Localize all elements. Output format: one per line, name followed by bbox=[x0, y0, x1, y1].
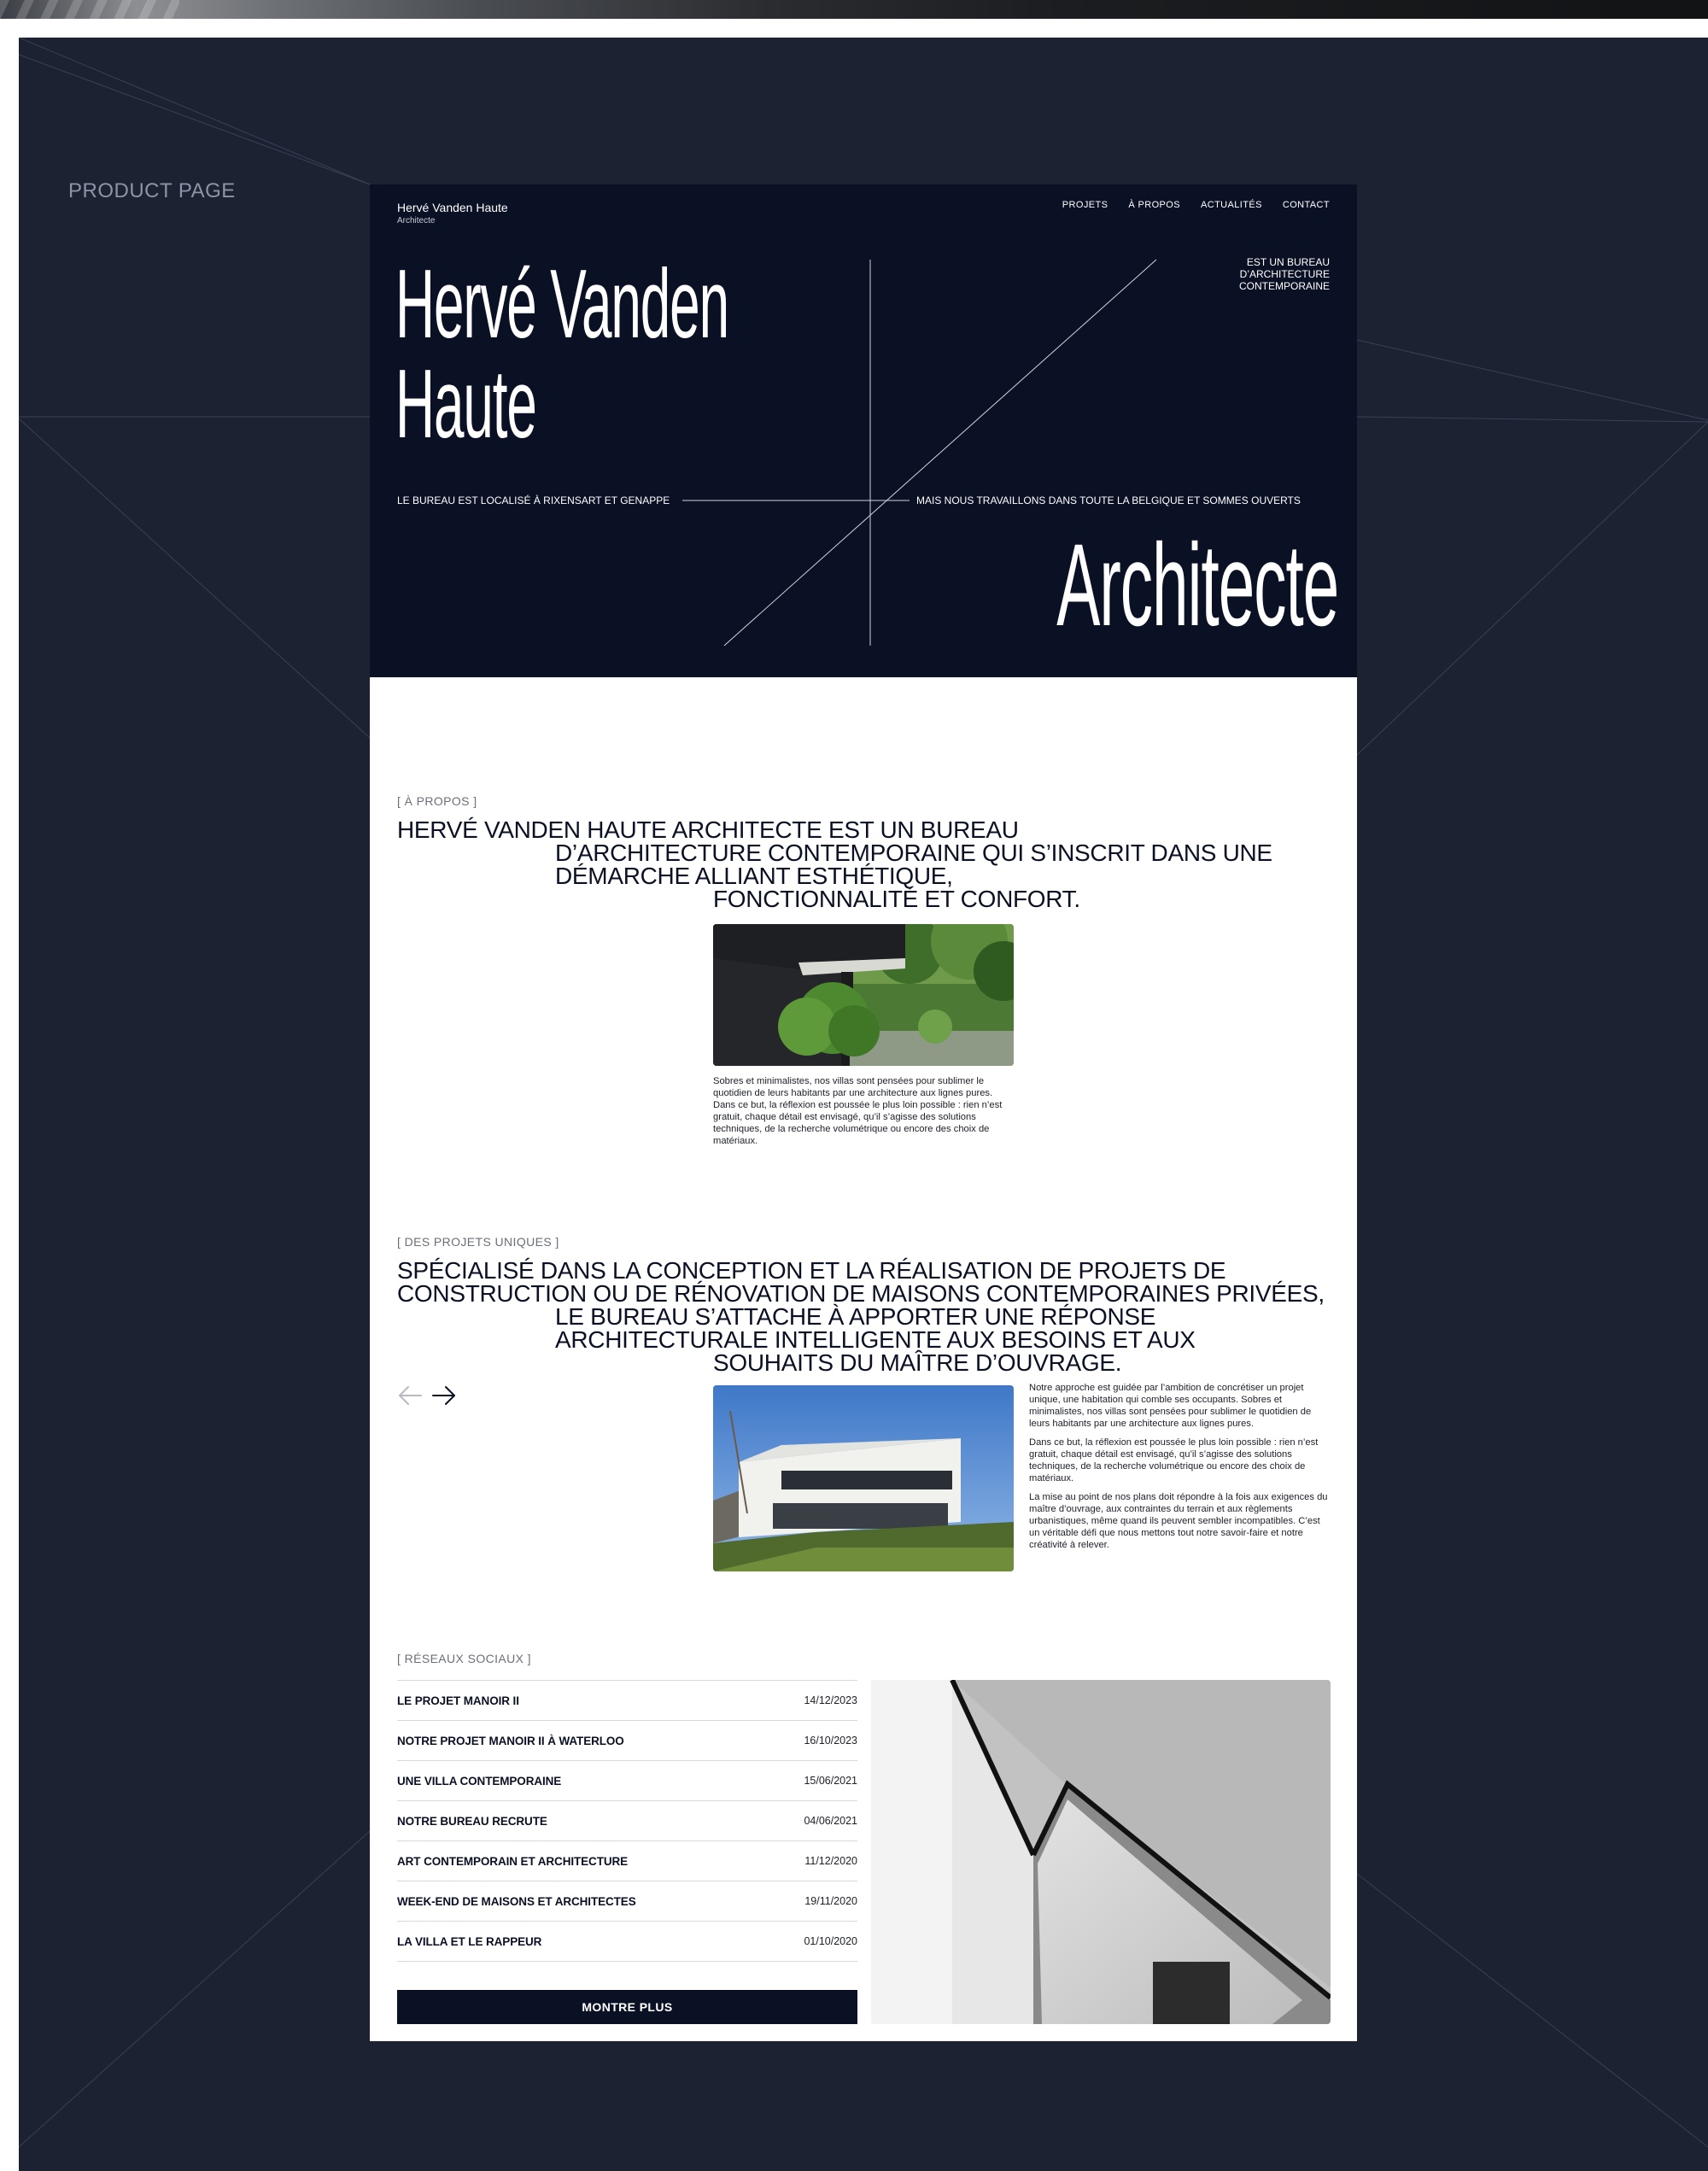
projects-paragraph: Notre approche est guidée par l’ambition de concrétiser un projet unique, une habitation qui comble ses occupants. Sobres et minimalistes, nos villas sont pensées pour sublimer le quotidien de leurs habitants par une architecture aux lignes pures. bbox=[1029, 1383, 1312, 1429]
top-photo-strip bbox=[0, 0, 1708, 19]
news-date: 01/10/2020 bbox=[804, 1935, 857, 1947]
brand[interactable] bbox=[397, 201, 508, 225]
presentation-canvas bbox=[19, 38, 1708, 2171]
hero-title-line-2: Haute bbox=[395, 350, 536, 459]
about-house-photo bbox=[713, 924, 1014, 1066]
projects-headline-line: CONSTRUCTION OU DE RÉNOVATION DE MAISONS CONTEMPORAINES PRIVÉES, bbox=[397, 1280, 1325, 1307]
news-date: 19/11/2020 bbox=[804, 1895, 857, 1907]
news-title: NOTRE PROJET MANOIR II À WATERLOO bbox=[397, 1734, 624, 1747]
hero-architecte-word: Architecte bbox=[1056, 520, 1338, 651]
about-headline-line: DÉMARCHE ALLIANT ESTHÉTIQUE, bbox=[555, 863, 953, 889]
brand-name: Hervé Vanden Haute bbox=[397, 201, 508, 214]
projects-headline-line: SPÉCIALISÉ DANS LA CONCEPTION ET LA RÉALISATION DE PROJETS DE bbox=[397, 1257, 1226, 1284]
news-list bbox=[397, 1680, 857, 1962]
hero-section bbox=[370, 184, 1357, 677]
arrow-left-icon[interactable] bbox=[397, 1385, 423, 1406]
hero-location-caption: LE BUREAU EST LOCALISÉ À RIXENSART ET GENAPPE bbox=[397, 494, 670, 506]
social-architecture-photo bbox=[871, 1680, 1331, 2024]
news-item[interactable] bbox=[397, 1721, 857, 1761]
news-date: 14/12/2023 bbox=[804, 1694, 857, 1706]
nav-projets[interactable]: PROJETS bbox=[1062, 200, 1108, 210]
arrow-right-icon[interactable] bbox=[431, 1385, 457, 1406]
about-headline-line: FONCTIONNALITÉ ET CONFORT. bbox=[713, 886, 1080, 912]
social-section-label: [ RÉSEAUX SOCIAUX ] bbox=[397, 1652, 531, 1665]
hero-title bbox=[395, 250, 728, 459]
projects-headline bbox=[397, 1259, 1325, 1374]
projects-paragraph: La mise au point de nos plans doit répondre à la fois aux exigences du maître d’ouvrage, aux contraintes du terrain et aux règlements urbanistiques, même quand ils peuvent sembler incompatibles. C’est un véritable défi que nous mettons tout notre savoir-faire et notre créativité à relever. bbox=[1029, 1492, 1328, 1550]
about-headline-line: D’ARCHITECTURE CONTEMPORAINE QUI S’INSCRIT DANS UNE bbox=[555, 840, 1272, 866]
news-item[interactable] bbox=[397, 1881, 857, 1922]
news-date: 11/12/2020 bbox=[804, 1855, 857, 1867]
nav-actualites[interactable]: ACTUALITÉS bbox=[1200, 200, 1262, 210]
projects-paragraph: Dans ce but, la réflexion est poussée le plus loin possible : rien n’est gratuit, chaque détail est envisagé, qu’il s’agisse des solutions techniques, de la recherche volumétrique ou encore des choix de matériaux. bbox=[1029, 1437, 1319, 1483]
canvas-label: PRODUCT PAGE bbox=[68, 179, 236, 202]
news-item[interactable] bbox=[397, 1841, 857, 1881]
nav-contact[interactable]: CONTACT bbox=[1282, 200, 1330, 210]
projects-body-text bbox=[1029, 1382, 1330, 1558]
news-item[interactable] bbox=[397, 1761, 857, 1801]
news-date: 15/06/2021 bbox=[804, 1775, 857, 1787]
news-title: NOTRE BUREAU RECRUTE bbox=[397, 1814, 547, 1828]
news-item[interactable] bbox=[397, 1801, 857, 1841]
news-title: ART CONTEMPORAIN ET ARCHITECTURE bbox=[397, 1854, 629, 1868]
hero-tagline: EST UN BUREAU D’ARCHITECTURE CONTEMPORAINE bbox=[1238, 256, 1330, 292]
main-nav bbox=[1062, 200, 1330, 210]
news-title: LE PROJET MANOIR II bbox=[397, 1694, 519, 1707]
project-villa-photo bbox=[713, 1385, 1014, 1571]
news-title: WEEK-END DE MAISONS ET ARCHITECTES bbox=[397, 1894, 636, 1908]
projects-section-label: [ DES PROJETS UNIQUES ] bbox=[397, 1235, 559, 1249]
about-section-label: [ À PROPOS ] bbox=[397, 794, 477, 808]
news-title: LA VILLA ET LE RAPPEUR bbox=[397, 1934, 542, 1948]
news-title: UNE VILLA CONTEMPORAINE bbox=[397, 1774, 562, 1788]
news-item[interactable] bbox=[397, 1681, 857, 1721]
nav-a-propos[interactable]: À PROPOS bbox=[1128, 200, 1180, 210]
news-date: 04/06/2021 bbox=[804, 1815, 857, 1827]
projects-headline-line: LE BUREAU S’ATTACHE À APPORTER UNE RÉPONSE bbox=[555, 1303, 1156, 1330]
news-item[interactable] bbox=[397, 1922, 857, 1962]
hero-title-line-1: Hervé Vanden bbox=[395, 250, 728, 359]
projects-headline-line: SOUHAITS DU MAÎTRE D’OUVRAGE. bbox=[713, 1349, 1122, 1376]
about-body-text: Sobres et minimalistes, nos villas sont pensées pour sublimer le quotidien de leurs habitants par une architecture aux lignes pures. Dans ce but, la réflexion est poussée le plus loin possible : rien n’est gratuit, chaque détail est envisagé, qu’il s’agisse des solutions techniques, de la recherche volumétrique ou encore des choix de matériaux. bbox=[713, 1076, 1003, 1146]
hero-coverage-caption: MAIS NOUS TRAVAILLONS DANS TOUTE LA BELGIQUE ET SOMMES OUVERTS bbox=[916, 494, 1301, 506]
product-page bbox=[370, 184, 1357, 2041]
about-headline bbox=[397, 818, 1272, 910]
about-headline-line: HERVÉ VANDEN HAUTE ARCHITECTE EST UN BUREAU bbox=[397, 816, 1019, 843]
projects-headline-line: ARCHITECTURALE INTELLIGENTE AUX BESOINS ET AUX bbox=[555, 1326, 1196, 1353]
brand-subtitle: Architecte bbox=[397, 216, 436, 225]
news-date: 16/10/2023 bbox=[804, 1735, 857, 1747]
show-more-button[interactable]: MONTRE PLUS bbox=[397, 1990, 857, 2024]
